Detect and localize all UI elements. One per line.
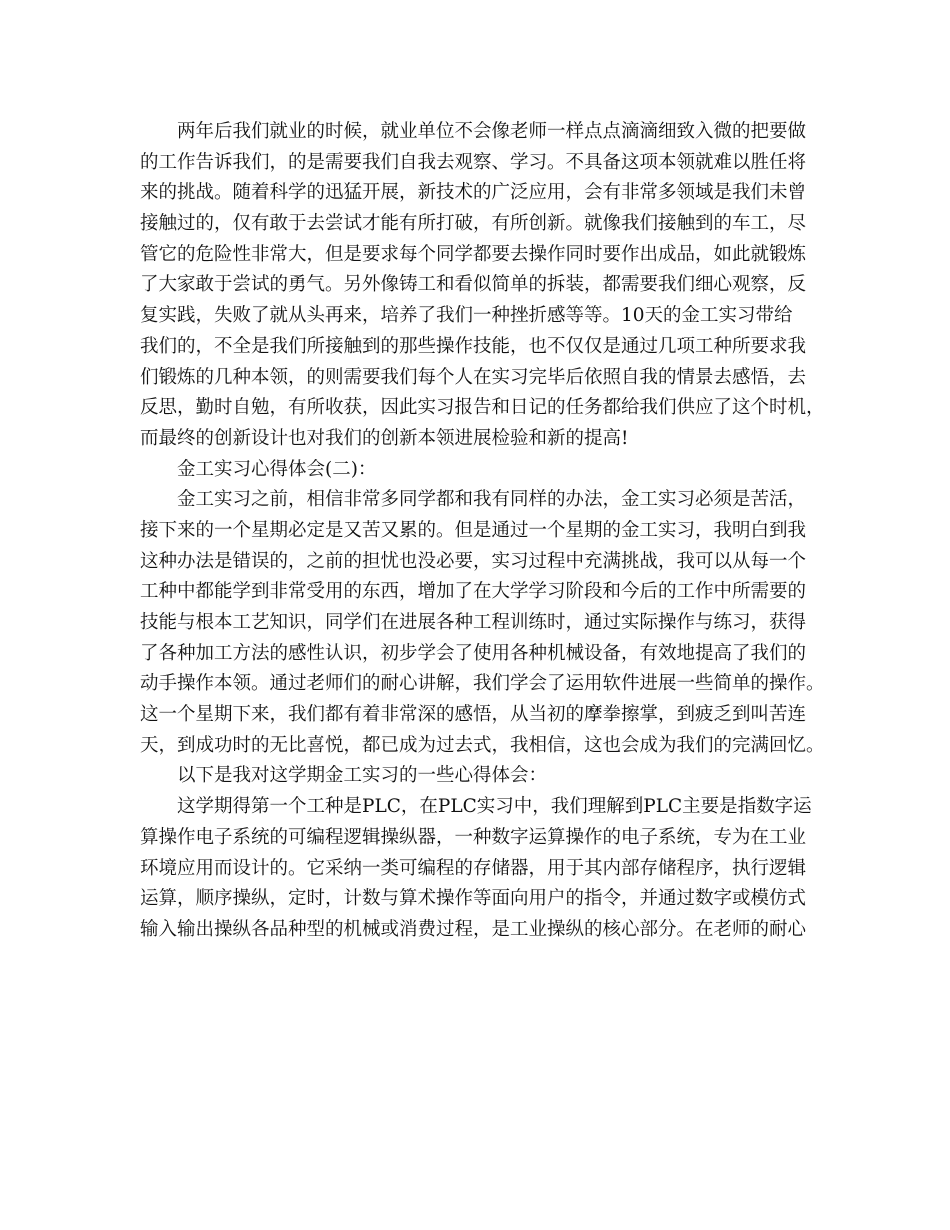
text-line: 管它的危险性非常大，但是要求每个同学都要去操作同时要作出成品，如此就锻炼 <box>140 243 807 265</box>
text-line: 输入输出操纵各品种型的机械或消费过程，是工业操纵的核心部分。在老师的耐心 <box>140 918 807 940</box>
text-line: 而最终的创新设计也对我们的创新本领进展检验和新的提高! <box>140 427 629 449</box>
text-line: 运算，顺序操纵，定时，计数与算术操作等面向用户的指令，并通过数字或模仿式 <box>140 888 807 910</box>
text-line: 了大家敢于尝试的勇气。另外像铸工和看似简单的拆装，都需要我们细心观察，反 <box>140 274 807 296</box>
text-line: 的工作告诉我们，的是需要我们自我去观察、学习。不具备这项本领就难以胜任将 <box>140 151 807 173</box>
text-line: 复实践，失败了就从头再来，培养了我们一种挫折感等等。10天的金工实习带给 <box>140 305 793 327</box>
text-line: 来的挑战。随着科学的迅猛开展，新技术的广泛应用，会有非常多领域是我们未曾 <box>140 182 807 204</box>
text-line: 两年后我们就业的时候，就业单位不会像老师一样点点滴滴细致入微的把要做 <box>177 121 807 142</box>
text-line: 技能与根本工艺知识，同学们在进展各种工程训练时，通过实际操作与练习，获得 <box>140 612 807 633</box>
text-line: 以下是我对这学期金工实习的一些心得体会： <box>177 765 548 787</box>
text-line: 反思，勤时自勉，有所收获，因此实习报告和日记的任务都给我们供应了这个时机， <box>140 397 825 419</box>
text-line: 工种中都能学到非常受用的东西，增加了在大学学习阶段和今后的工作中所需要的 <box>140 581 807 603</box>
text-line: 接下来的一个星期必定是又苦又累的。但是通过一个星期的金工实习，我明白到我 <box>140 519 807 541</box>
text-line: 接触过的，仅有敢于去尝试才能有所打破，有所创新。就像我们接触到的车工，尽 <box>140 213 807 235</box>
text-line: 这种办法是错误的，之前的担忧也没必要，实习过程中充满挑战，我可以从每一个 <box>140 550 807 572</box>
text-line: 环境应用而设计的。它采纳一类可编程的存储器，用于其内部存储程序，执行逻辑 <box>140 857 807 879</box>
text-line: 算操作电子系统的可编程逻辑操纵器，一种数字运算操作的电子系统，专为在工业 <box>140 826 807 848</box>
text-line: 天，到成功时的无比喜悦，都已成为过去式，我相信，这也会成为我们的完满回忆。 <box>140 734 825 756</box>
section-heading <box>140 455 810 486</box>
text-line: 我们的，不全是我们所接触到的那些操作技能，也不仅仅是通过几项工种所要求我 <box>140 335 807 357</box>
document-page <box>140 117 825 946</box>
text-line: 这一个星期下来，我们都有着非常深的感悟，从当初的摩拳擦掌，到疲乏到叫苦连 <box>140 704 807 726</box>
paragraph-4 <box>140 792 810 945</box>
paragraph-3 <box>140 761 810 792</box>
text-line: 金工实习之前，相信非常多同学都和我有同样的办法，金工实习必须是苦活， <box>177 489 807 511</box>
text-line: 们锻炼的几种本领，的则需要我们每个人在实习完毕后依照自我的情景去感悟，去 <box>140 366 807 388</box>
paragraph-2 <box>140 485 825 761</box>
text-line: 动手操作本领。通过老师们的耐心讲解，我们学会了运用软件进展一些简单的操作。 <box>140 673 825 695</box>
text-line: 这学期得第一个工种是PLC，在PLC实习中，我们理解到PLC主要是指数字运 <box>177 796 812 818</box>
heading-line: 金工实习心得体会(二)： <box>177 458 377 480</box>
text-line: 了各种加工方法的感性认识，初步学会了使用各种机械设备，有效地提高了我们的 <box>140 642 807 664</box>
paragraph-1 <box>140 117 825 455</box>
